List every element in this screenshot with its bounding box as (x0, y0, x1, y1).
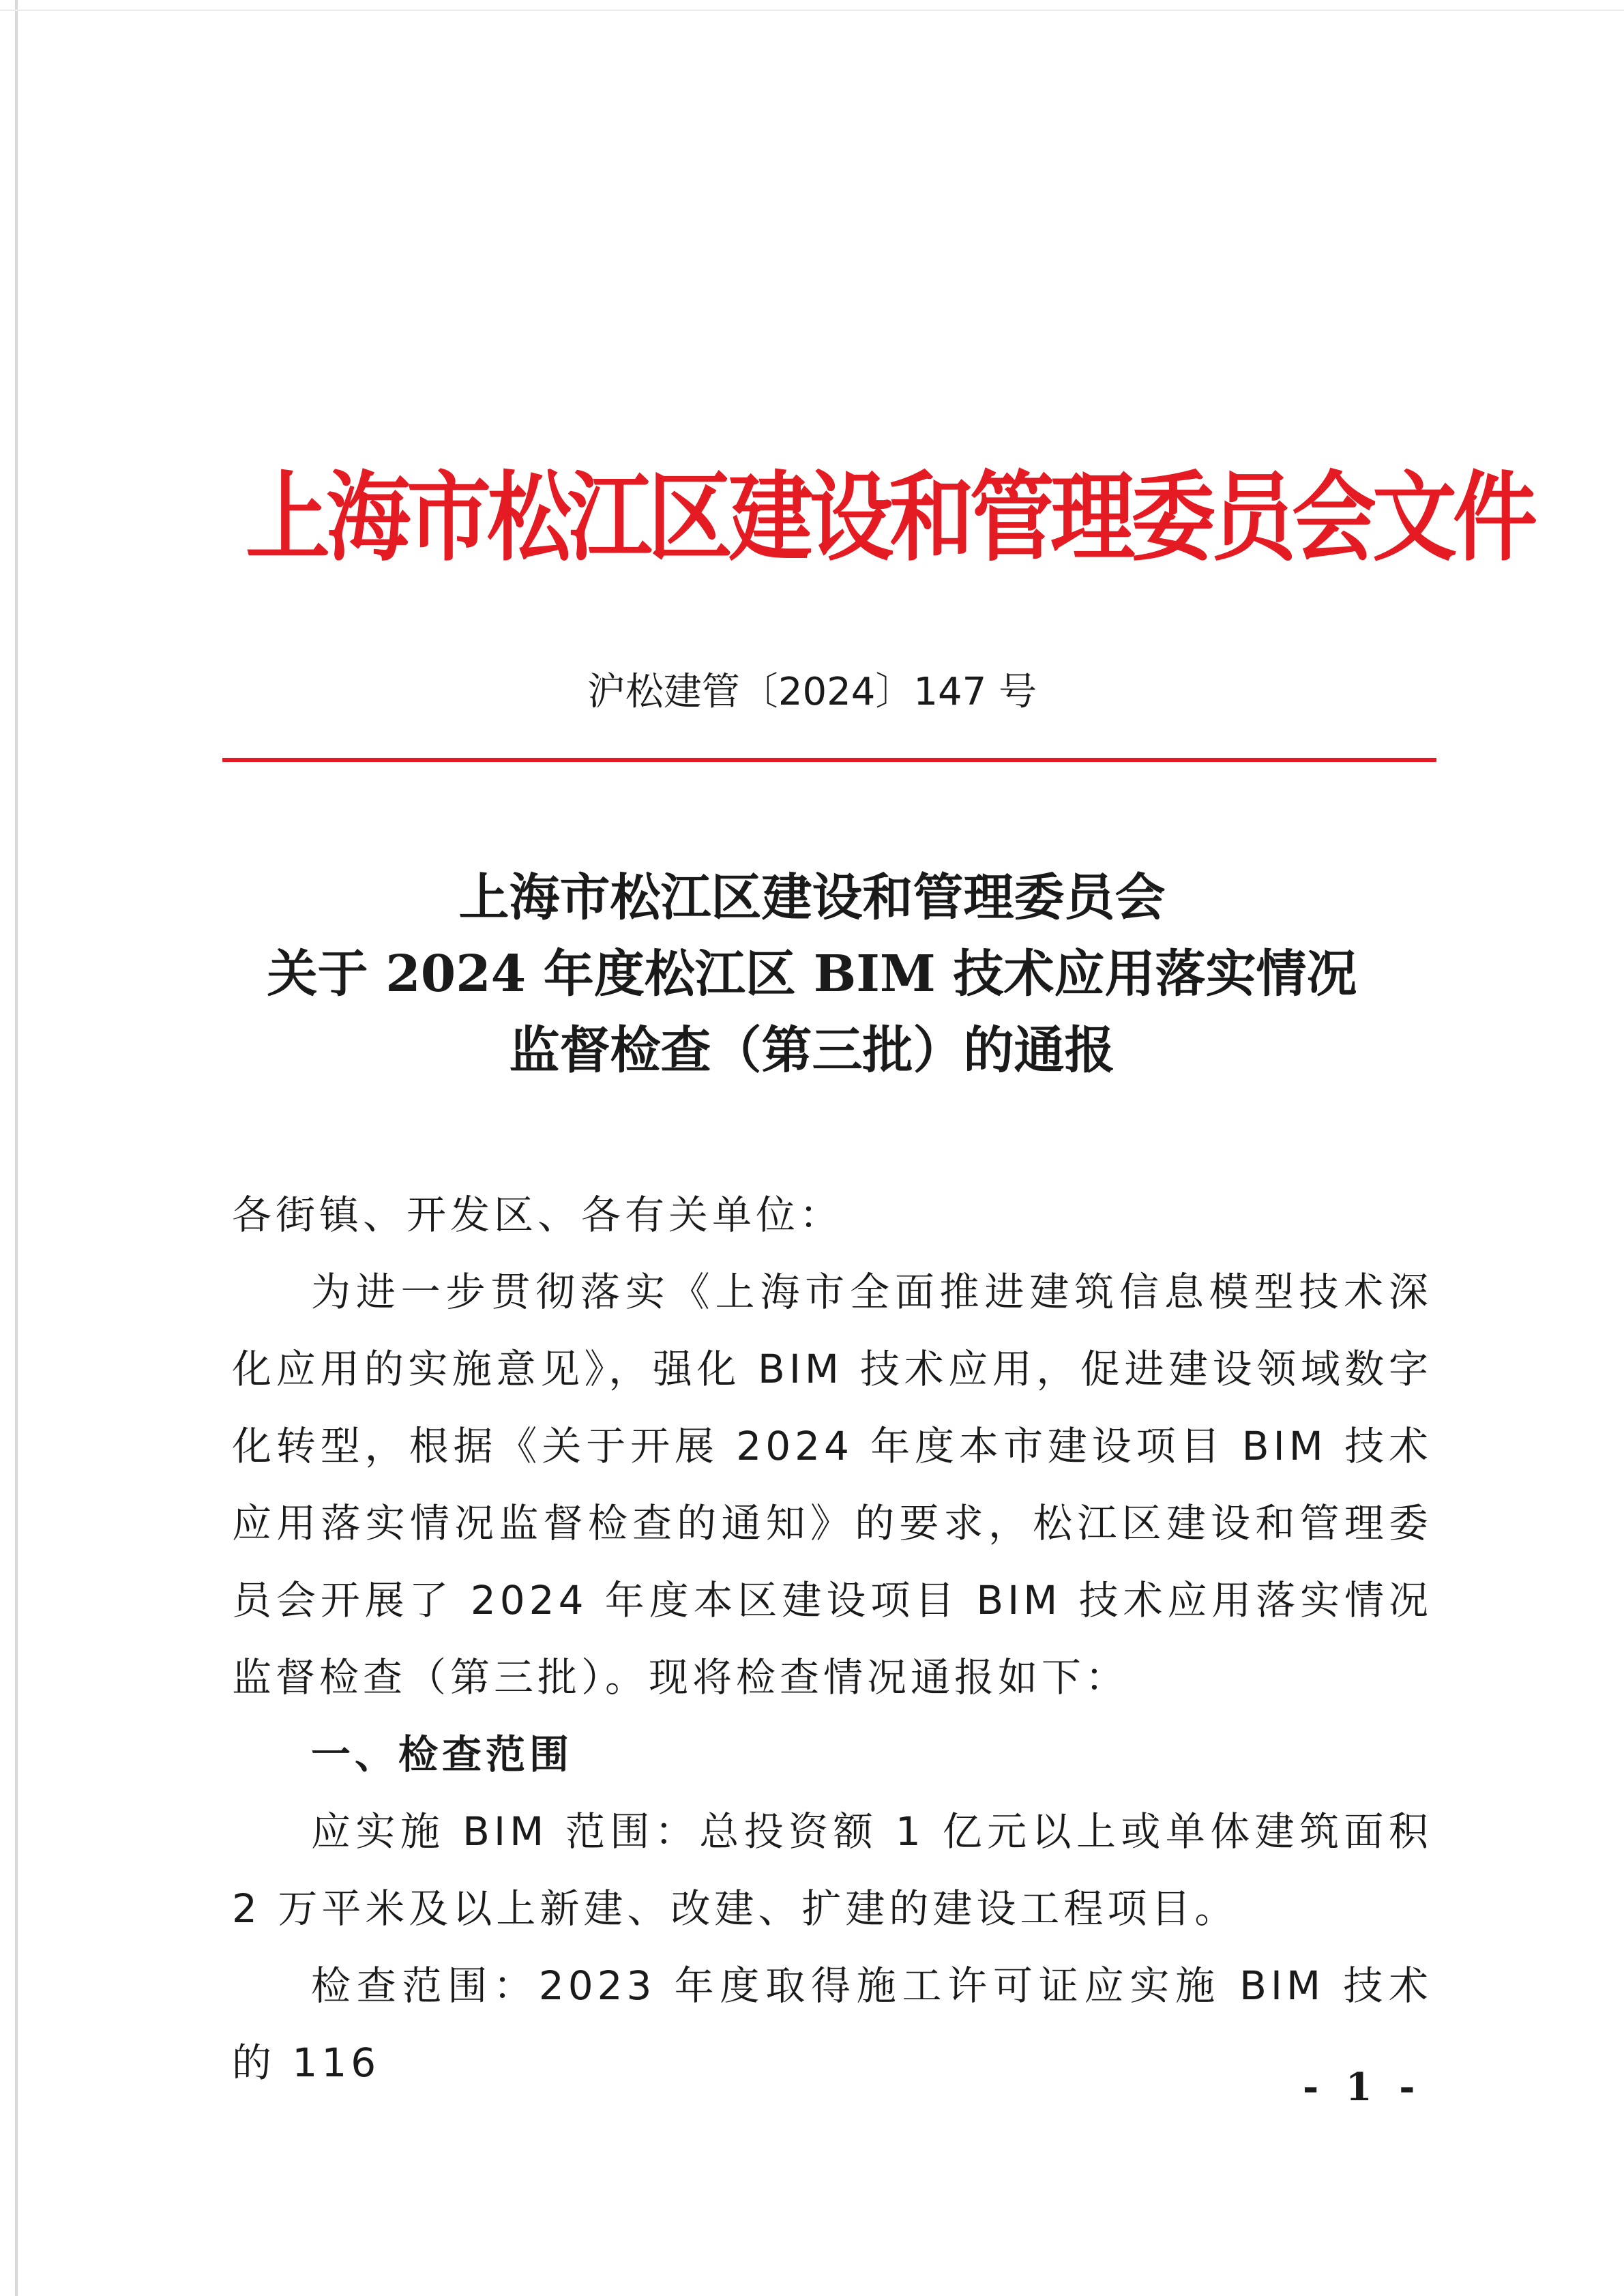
section-heading-scope: 一、检查范围 (311, 1731, 574, 1778)
scan-edge-top (0, 10, 1624, 11)
notice-title-line-2: 关于 2024 年度松江区 BIM 技术应用落实情况 (267, 945, 1357, 1003)
red-divider-line (222, 758, 1436, 762)
notice-title (0, 859, 1624, 1089)
salutation: 各街镇、开发区、各有关单位： (232, 1192, 844, 1238)
notice-title-line-3: 监督检查（第三批）的通报 (509, 1021, 1115, 1080)
page-number: - 1 - (1303, 2065, 1422, 2110)
document-header-title: 上海市松江区建设和管理委员会文件 (246, 461, 1534, 575)
notice-body (232, 1177, 1432, 2102)
scope-check-paragraph: 检查范围：2023 年度取得施工许可证应实施 BIM 技术的 116 (232, 1962, 1432, 2086)
document-number: 沪松建管〔2024〕147 号 (587, 670, 1037, 714)
scan-edge-left (15, 0, 18, 2296)
notice-title-line-1: 上海市松江区建设和管理委员会 (458, 868, 1166, 927)
intro-paragraph: 为进一步贯彻落实《上海市全面推进建筑信息模型技术深化应用的实施意见》，强化 BIM 技术应用，促进建设领域数字化转型，根据《关于开展 2024 年度本市建设项目 BIM 技术应用落实情况监督检查的通知》的要求，松江区建设和管理委员会开展了 2024 年度本区建设项目 BIM 技术应用落实情况监督检查（第三批）。现将检查情况通报如下： (232, 1269, 1432, 1701)
scope-bim-paragraph: 应实施 BIM 范围：总投资额 1 亿元以上或单体建筑面积 2 万平米及以上新建、改建、扩建的建设工程项目。 (232, 1808, 1432, 1932)
